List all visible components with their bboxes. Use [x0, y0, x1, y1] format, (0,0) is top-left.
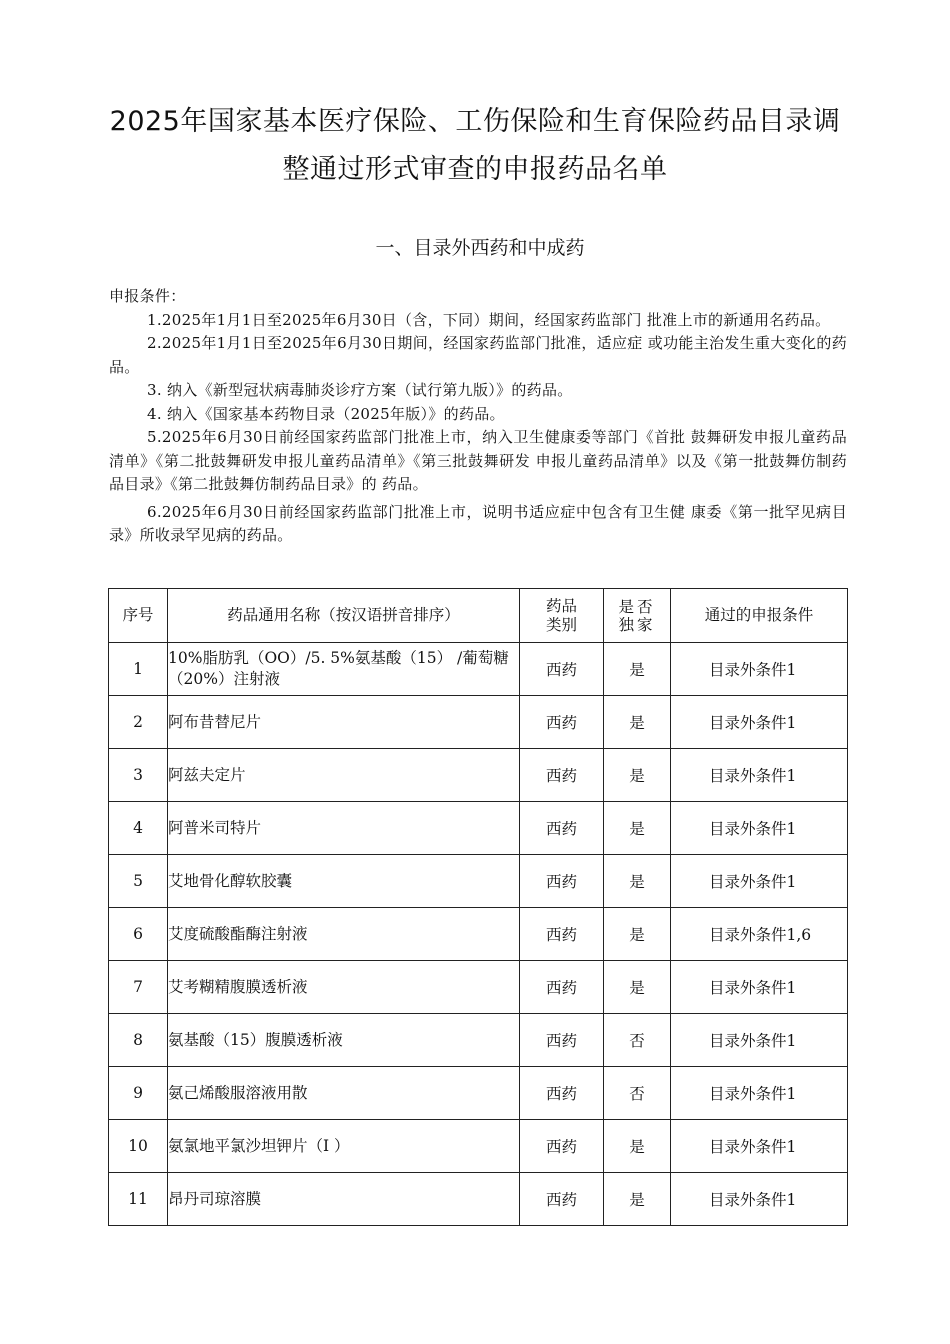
- cell-exclusive: 是: [604, 1173, 671, 1226]
- cell-exclusive: 是: [604, 749, 671, 802]
- cell-no: 7: [109, 961, 168, 1014]
- cell-category: 西药: [520, 855, 604, 908]
- cell-no: 3: [109, 749, 168, 802]
- cell-no: 2: [109, 696, 168, 749]
- conditions-label: 申报条件：: [109, 287, 186, 305]
- cell-exclusive: 是: [604, 1120, 671, 1173]
- cell-conditions: 目录外条件1,6: [671, 908, 848, 961]
- cell-conditions: 目录外条件1: [671, 643, 848, 696]
- cell-category: 西药: [520, 1014, 604, 1067]
- cell-conditions: 目录外条件1: [671, 961, 848, 1014]
- header-exclusive-line-2: 独家: [618, 615, 656, 634]
- cell-category: 西药: [520, 908, 604, 961]
- cell-conditions: 目录外条件1: [671, 1067, 848, 1120]
- header-no: 序号: [109, 589, 168, 643]
- table-row: [109, 749, 848, 802]
- cell-category: 西药: [520, 1067, 604, 1120]
- application-conditions: [109, 285, 847, 548]
- table-row: [109, 855, 848, 908]
- table-row: [109, 1014, 848, 1067]
- cell-category: 西药: [520, 643, 604, 696]
- table-row: [109, 908, 848, 961]
- cell-no: 6: [109, 908, 168, 961]
- cell-category: 西药: [520, 802, 604, 855]
- cell-conditions: 目录外条件1: [671, 1120, 848, 1173]
- condition-5: 5.2025年6月30日前经国家药监部门批准上市，纳入卫生健康委等部门《首批 鼓舞研发申报儿童药品清单》《第二批鼓舞研发申报儿童药品清单》《第三批鼓舞研发 申报儿童药品清单》以及《第一批鼓舞仿制药品目录》《第二批鼓舞仿制药品目录》的 药品。: [109, 428, 847, 493]
- condition-1: 1.2025年1月1日至2025年6月30日（含，下同）期间，经国家药监部门 批准上市的新通用名药品。: [147, 310, 831, 329]
- cell-conditions: 目录外条件1: [671, 855, 848, 908]
- cell-name: 艾地骨化醇软胶囊: [168, 855, 520, 908]
- cell-no: 5: [109, 855, 168, 908]
- cell-no: 4: [109, 802, 168, 855]
- cell-category: 西药: [520, 1173, 604, 1226]
- cell-name: 艾考糊精腹膜透析液: [168, 961, 520, 1014]
- cell-no: 9: [109, 1067, 168, 1120]
- table-row: [109, 643, 848, 696]
- table-row: [109, 802, 848, 855]
- cell-conditions: 目录外条件1: [671, 802, 848, 855]
- table-row: [109, 1067, 848, 1120]
- cell-name: 阿兹夫定片: [168, 749, 520, 802]
- header-exclusive-line-1: 是否: [618, 597, 656, 616]
- table-row: [109, 696, 848, 749]
- cell-category: 西药: [520, 1120, 604, 1173]
- section-heading: 一、目录外西药和中成药: [375, 237, 585, 259]
- header-category: [520, 589, 604, 643]
- cell-no: 1: [109, 643, 168, 696]
- cell-conditions: 目录外条件1: [671, 696, 848, 749]
- cell-exclusive: 是: [604, 961, 671, 1014]
- cell-no: 11: [109, 1173, 168, 1226]
- cell-exclusive: 是: [604, 802, 671, 855]
- cell-category: 西药: [520, 749, 604, 802]
- condition-6: 6.2025年6月30日前经国家药监部门批准上市，说明书适应症中包含有卫生健 康委《第一批罕见病目录》所收录罕见病的药品。: [109, 502, 847, 544]
- cell-no: 10: [109, 1120, 168, 1173]
- cell-exclusive: 是: [604, 643, 671, 696]
- cell-category: 西药: [520, 961, 604, 1014]
- cell-name: 氨己烯酸服溶液用散: [168, 1067, 520, 1120]
- cell-name: 氨基酸（15）腹膜透析液: [168, 1014, 520, 1067]
- cell-exclusive: 否: [604, 1014, 671, 1067]
- header-category-line-2: 类别: [545, 615, 577, 634]
- table-header-row: [109, 589, 848, 643]
- header-category-line-1: 药品: [545, 596, 577, 615]
- header-conditions: 通过的申报条件: [671, 589, 848, 643]
- title-line-2: 整通过形式审查的申报药品名单: [282, 154, 668, 185]
- drug-list-table: [108, 588, 848, 1226]
- cell-name: 氨氯地平氯沙坦钾片（I ）: [168, 1120, 520, 1173]
- condition-4: 4. 纳入《国家基本药物目录（2025年版）》的药品。: [147, 404, 505, 423]
- cell-exclusive: 是: [604, 855, 671, 908]
- table-row: [109, 961, 848, 1014]
- title-line-1: 2025年国家基本医疗保险、工伤保险和生育保险药品目录调: [109, 106, 841, 137]
- table-row: [109, 1120, 848, 1173]
- condition-3: 3. 纳入《新型冠状病毒肺炎诊疗方案（试行第九版）》的药品。: [147, 381, 573, 399]
- cell-exclusive: 是: [604, 908, 671, 961]
- header-name: 药品通用名称（按汉语拼音排序）: [168, 589, 520, 643]
- cell-category: 西药: [520, 696, 604, 749]
- table-row: [109, 1173, 848, 1226]
- cell-name: 阿布昔替尼片: [168, 696, 520, 749]
- cell-name: 昂丹司琼溶膜: [168, 1173, 520, 1226]
- cell-no: 8: [109, 1014, 168, 1067]
- cell-name: 10%脂肪乳（OO）/5. 5%氨基酸（15） /葡萄糖（20%）注射液: [168, 643, 520, 696]
- cell-exclusive: 否: [604, 1067, 671, 1120]
- header-exclusive: [604, 589, 671, 643]
- cell-name: 阿普米司特片: [168, 802, 520, 855]
- document-title: [100, 98, 850, 194]
- cell-exclusive: 是: [604, 696, 671, 749]
- cell-name: 艾度硫酸酯酶注射液: [168, 908, 520, 961]
- cell-conditions: 目录外条件1: [671, 749, 848, 802]
- condition-2: 2.2025年1月1日至2025年6月30日期间，经国家药监部门批准，适应症 或功能主治发生重大变化的药品。: [109, 334, 847, 376]
- cell-conditions: 目录外条件1: [671, 1173, 848, 1226]
- cell-conditions: 目录外条件1: [671, 1014, 848, 1067]
